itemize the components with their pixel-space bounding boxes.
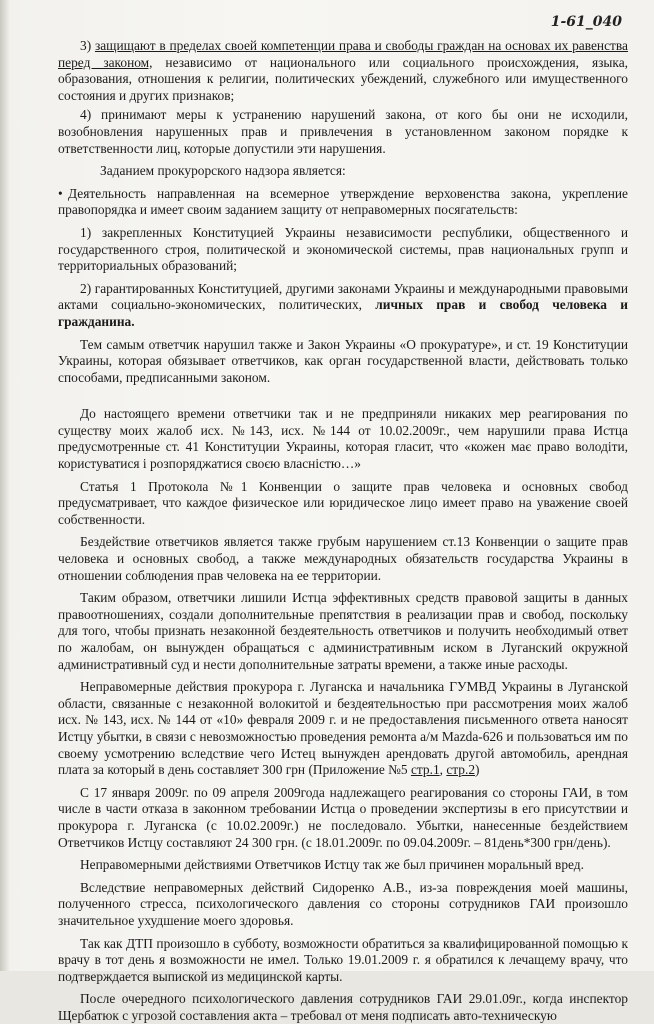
paragraph-pressure: После очередного психологического давления сотрудников ГАИ 29.01.09г., когда инспектор Щербатюк с угрозой составления акта – требовал от меня подписать авто-техническую: [58, 991, 628, 1023]
paragraph-heading: Заданием прокурорского надзора является:: [100, 163, 346, 179]
paragraph-prosecutor-law: Тем самым ответчик нарушил также и Закон Украины «О прокуратуре», и ст. 19 Конституции Украины, которая обязывает ответчиков, как орган государственной власти, действовать только способами, предписанными законом.: [58, 336, 628, 385]
bullet-paragraph: • Деятельность направленная на всемерное утверждение верховенства закона, укрепление правопорядка и имеет своим заданием защиту от неправомерных посягательств:: [58, 185, 628, 218]
paragraph-legal-protection: Таким образом, ответчики лишили Истца эффективных средств правовой защиты в данных правоотношениях, создали дополнительные препятствия в реализации прав и свобод, поскольку для того, чтобы признать незаконной бездеятельность ответчиков и получить необходимый ответ по жалобам, он вынужден обращаться с административным иском в Луганский окружной административный суд и нести дополнительные затраты времени, а также иные расходы.: [58, 590, 628, 672]
link-page-1[interactable]: стр.1: [410, 762, 440, 778]
bold-text: личных прав и свобод человека и гражданина.: [58, 297, 628, 329]
paragraph-damages: Неправомерные действия прокурора г. Луганска и начальника ГУМВД Украины в Луганской области, связанные с незаконной волокитой и бездеятельностью при рассмотрения моих жалоб исх. № 143, исх. № 144 от «10» февраля 2009 г. и не предоставления письменного ответа наносят Истцу убытки, в связи с невозможностью проведения ремонта а/м Mazda-626 и пользоваться им по своему усмотрению вследствие чего Истец вынужден арендовать другой автомобиль, арендная плата за который в день составляет 300 грн (Приложение №5 стр.1, стр.2): [58, 679, 628, 778]
paragraph-3: 3) защищают в пределах своей компетенции права и свободы граждан на основах их равенства перед законом, независимо от национального или социального происхождения, языка, образования, отношения к религии, политических убеждений, служебного или имущественного состояния и других признаков;: [58, 38, 628, 103]
paragraph-item-2: 2) гарантированных Конституцией, другими законами Украины и международными правовыми актами социально-экономических, политических, личных прав и свобод человека и гражданина.: [58, 280, 628, 329]
document-body: [58, 38, 628, 1024]
scan-edge-shadow: [0, 0, 10, 971]
paragraph-complaints: До настоящего времени ответчики так и не предприняли никаких мер реагирования по существу моих жалоб исх. №143, исх. №144 от 10.02.2009г., чем нарушили права Истца предусмотренные ст. 41 Конституции Украины, которая гласит, что «кожен має право володіти, користуватися і розпоряджатися своєю власністю…»: [58, 406, 628, 472]
paragraph-losses: С 17 января 2009г. по 09 апреля 2009года надлежащего реагирования со стороны ГАИ, в том числе в части отказа в законном требовании Истца о проведении экспертизы в его присутствии и прокурора г. Луганска (с 10.02.2009г.) не последовало. Убытки, нанесенные бездействием Ответчиков Истцу составляют 24 300 грн. (с 18.01.2009г. по 09.04.2009г. – 81день*300 грн/день).: [58, 784, 628, 850]
paragraph-inaction: Бездействие ответчиков является также грубым нарушением ст.13 Конвенции о защите прав человека и основных свобод, а также международных обязательств государства Украины в отношении соблюдения прав человека на ее территории.: [58, 534, 628, 583]
paragraph-doctor: Так как ДТП произошло в субботу, возможности обратиться за квалифицированной помощью к врачу в тот день я возможности не имел. Только 19.01.2009 г. я обратился к лечащему врачу, что подтверждается выпиской из медицинской карты.: [58, 935, 628, 984]
paragraph-health: Вследствие неправомерных действий Сидоренко А.В., из-за повреждения моей машины, полученного стресса, психологического давления со стороны сотрудников ГАИ произошло значительное ухудшение моего здоровья.: [58, 879, 628, 928]
bullet-icon: •: [58, 185, 63, 201]
paragraph-4: 4) принимают меры к устранению нарушений закона, от кого бы они не исходили, возобновления нарушенных прав и привлечения в установленном законом порядке к ответственности лиц, которые допустили эти нарушения.: [58, 107, 628, 156]
paragraph-protocol: Статья 1 Протокола №1 Конвенции о защите прав человека и основных свобод предусматривает, что каждое физическое или юридическое лицо имеет право на уважение своей собственности.: [58, 478, 628, 527]
paragraph-item-1: 1) закрепленных Конституцией Украины независимости республики, общественного и государственного строя, политической и экономической системы, прав национальных групп и территориальных образований;: [58, 224, 628, 274]
link-page-2[interactable]: стр.2: [446, 762, 476, 778]
paragraph-moral-damage: Неправомерными действиями Ответчиков Истцу так же был причинен моральный вред.: [80, 857, 584, 873]
page-id: 1-61_040: [550, 14, 622, 30]
underlined-text: защищают в пределах своей компетенции права и свободы граждан на основах их равенства перед законом,: [58, 38, 628, 70]
